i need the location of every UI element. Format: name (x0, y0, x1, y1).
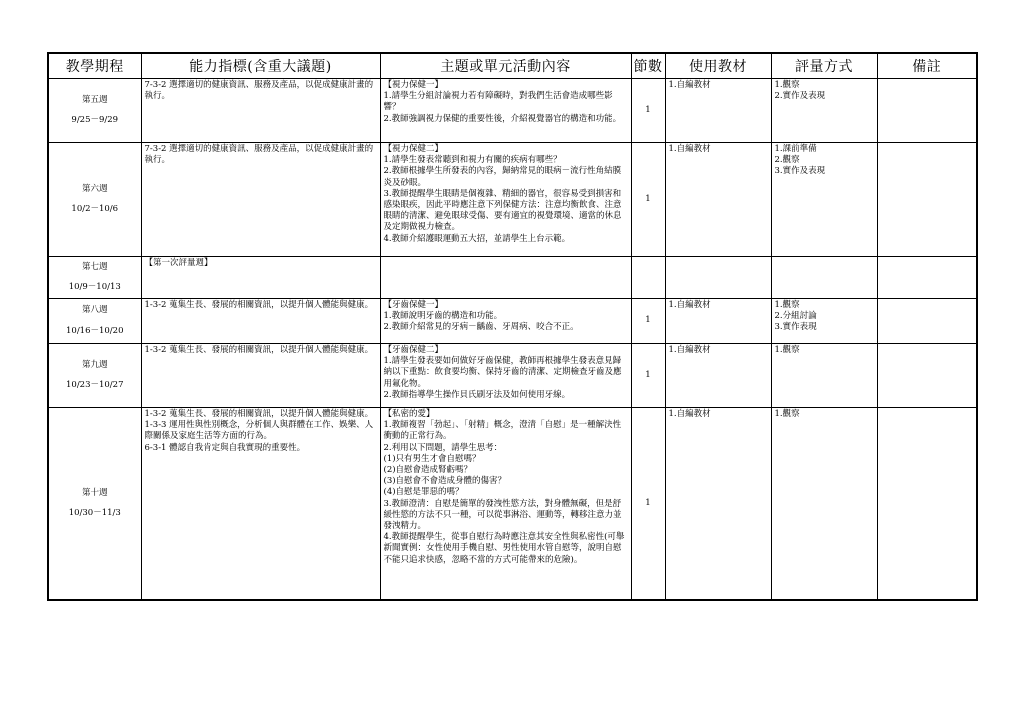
hours-cell (631, 257, 665, 299)
table-row (48, 344, 977, 408)
evaluation-line: 1.觀察 (774, 300, 800, 310)
header-ability-indicator: 能力指標(含重大議題) (141, 53, 380, 79)
material-cell: 1.自編教材 (665, 79, 771, 143)
note-cell (877, 79, 977, 143)
activity-line: 【視力保健一】 (383, 80, 444, 90)
teaching-plan-table (47, 52, 978, 601)
activity-line: 4.教師提醒學生，從事自慰行為時應注意其安全性與私密性(可舉新聞實例：女性使用手機自慰、男性使用水管自慰等，說明自慰不能只追求快感，忽略不當的方式可能帶來的危險)。 (383, 532, 625, 565)
activity-line: 1.請學生發表要如何做好牙齒保健，教師再根據學生發表意見歸納以下重點：飲食要均衡、保持牙齒的清潔、定期檢查牙齒及應用氟化物。 (383, 356, 622, 389)
week-date: 10/23－10/27 (66, 380, 124, 390)
evaluation-line: 1.觀察 (774, 409, 800, 419)
activity-line: (1)只有男生才會自慰嗎？ (383, 453, 481, 464)
week-date: 10/9－10/13 (68, 282, 121, 292)
evaluation-line: 2.分組討論 (774, 311, 817, 322)
week-label: 第七週 (81, 261, 108, 272)
evaluation-line: 1.觀察 (774, 80, 800, 90)
activity-line: 2.教師強調視力保健的重要性後，介紹視覺器官的構造和功能。 (383, 113, 622, 124)
activity-line: 2.教師根據學生所發表的內容，歸納常見的眼病－流行性角結膜炎及砂眼。 (383, 166, 622, 188)
week-date: 10/2－10/6 (71, 204, 119, 214)
evaluation-line: 2.實作及表現 (774, 91, 826, 102)
table-row (48, 408, 977, 600)
week-cell (48, 257, 141, 299)
table-row (48, 143, 977, 257)
note-cell (877, 408, 977, 600)
header-hours: 節數 (631, 53, 665, 79)
week-cell (48, 299, 141, 344)
activity-line: 3.教師提醒學生眼睛是個複雜、精細的器官，很容易受到損害和感染眼疾，因此平時應注意下列保健方法：注意均衡飲食、注意眼睛的清潔、避免眼球受傷、要有適宜的視覺環境、適當的休息及定期做視力檢查。 (383, 188, 622, 233)
ability-cell: 7-3-2 選擇適切的健康資訊、服務及產品，以促成健康計畫的執行。 (141, 79, 380, 143)
week-date: 10/30－11/3 (68, 507, 121, 518)
week-cell (48, 408, 141, 600)
activity-line: 2.教師指導學生操作貝氏刷牙法及如何使用牙線。 (383, 389, 571, 400)
week-label: 第八週 (81, 305, 108, 316)
activity-line: 1.請學生發表常聽到和視力有關的疾病有哪些？ (383, 155, 562, 166)
hours-cell: 1 (631, 143, 665, 257)
activity-line: 【視力保健二】 (383, 144, 444, 154)
activity-line: 【私密的愛】 (383, 409, 435, 419)
ability-cell: 1-3-2 蒐集生長、發展的相關資訊，以提升個人體能與健康。 1-3-3 運用性與性別概念，分析個人與群體在工作、娛樂、人際關係及家庭生活等方面的行為。 6-3-1 體認自我肯定與自我實現的重要性。 (141, 408, 380, 600)
evaluation-cell (771, 299, 877, 344)
evaluation-cell (771, 344, 877, 408)
header-materials: 使用教材 (665, 53, 771, 79)
note-cell (877, 299, 977, 344)
material-cell: 1.自編教材 (665, 299, 771, 344)
evaluation-cell (771, 143, 877, 257)
evaluation-line: 3.實作及表現 (774, 166, 826, 177)
header-schedule: 教學期程 (48, 53, 141, 79)
activity-line: 【牙齒保健一】 (383, 300, 444, 310)
week-label: 第九週 (81, 359, 108, 370)
material-cell: 1.自編教材 (665, 143, 771, 257)
table-row (48, 257, 977, 299)
material-cell: 1.自編教材 (665, 408, 771, 600)
note-cell (877, 257, 977, 299)
ability-cell: 7-3-2 選擇適切的健康資訊、服務及產品，以促成健康計畫的執行。 (141, 143, 380, 257)
table-row (48, 79, 977, 143)
week-label: 第六週 (81, 183, 108, 194)
activity-cell (380, 299, 631, 344)
week-date: 10/16－10/20 (66, 325, 124, 336)
material-cell (665, 257, 771, 299)
hours-cell: 1 (631, 79, 665, 143)
activity-line: (4)自慰是罪惡的嗎？ (383, 487, 464, 498)
activity-cell (380, 408, 631, 600)
activity-line: 2.教師介紹常見的牙病－齲齒、牙周病、咬合不正。 (383, 322, 579, 333)
activity-line: 1.教師複習「勃起」、「射精」概念，澄清「自慰」是一種解決性衝動的正常行為。 (383, 420, 622, 442)
note-cell (877, 344, 977, 408)
material-cell: 1.自編教材 (665, 344, 771, 408)
activity-line: (2)自慰會造成腎虧嗎？ (383, 465, 473, 476)
header-evaluation: 評量方式 (771, 53, 877, 79)
ability-cell: 1-3-2 蒐集生長、發展的相關資訊，以提升個人體能與健康。 (141, 344, 380, 408)
evaluation-line: 1.觀察 (774, 345, 800, 355)
evaluation-cell (771, 257, 877, 299)
table-row (48, 299, 977, 344)
activity-cell (380, 143, 631, 257)
hours-cell: 1 (631, 299, 665, 344)
activity-line: 1.教師說明牙齒的構造和功能。 (383, 311, 503, 322)
ability-cell: 1-3-2 蒐集生長、發展的相關資訊，以提升個人體能與健康。 (141, 299, 380, 344)
evaluation-line: 3.實作表現 (774, 322, 817, 333)
week-cell (48, 344, 141, 408)
week-label: 第五週 (81, 94, 108, 105)
hours-cell: 1 (631, 408, 665, 600)
evaluation-line: 1.課前準備 (774, 144, 817, 154)
week-date: 9/25－9/29 (71, 115, 119, 125)
activity-line: (3)自慰會不會造成身體的傷害？ (383, 476, 507, 487)
evaluation-cell (771, 79, 877, 143)
evaluation-line: 2.觀察 (774, 155, 800, 166)
header-notes: 備註 (877, 53, 977, 79)
note-cell (877, 143, 977, 257)
activity-cell (380, 344, 631, 408)
activity-line: 2.利用以下問題，請學生思考： (383, 442, 503, 453)
header-row (48, 53, 977, 79)
evaluation-cell (771, 408, 877, 600)
week-cell (48, 79, 141, 143)
ability-cell: 【第一次評量週】 (141, 257, 380, 299)
week-label: 第十週 (81, 487, 108, 498)
week-cell (48, 143, 141, 257)
activity-line: 【牙齒保健二】 (383, 345, 444, 355)
hours-cell: 1 (631, 344, 665, 408)
activity-line: 3.教師澄清：自慰是簡單的發洩性慾方法，對身體無礙，但是舒緩性慾的方法不只一種，可以從事淋浴、運動等，轉移注意力並發洩精力。 (383, 498, 622, 532)
activity-cell (380, 79, 631, 143)
activity-line: 1.請學生分組討論視力若有障礙時，對我們生活會造成哪些影響？ (383, 91, 613, 113)
activity-line: 4.教師介紹護眼運動五大招，並請學生上台示範。 (383, 233, 571, 244)
header-activity-content: 主題或單元活動內容 (380, 53, 631, 79)
activity-cell (380, 257, 631, 299)
